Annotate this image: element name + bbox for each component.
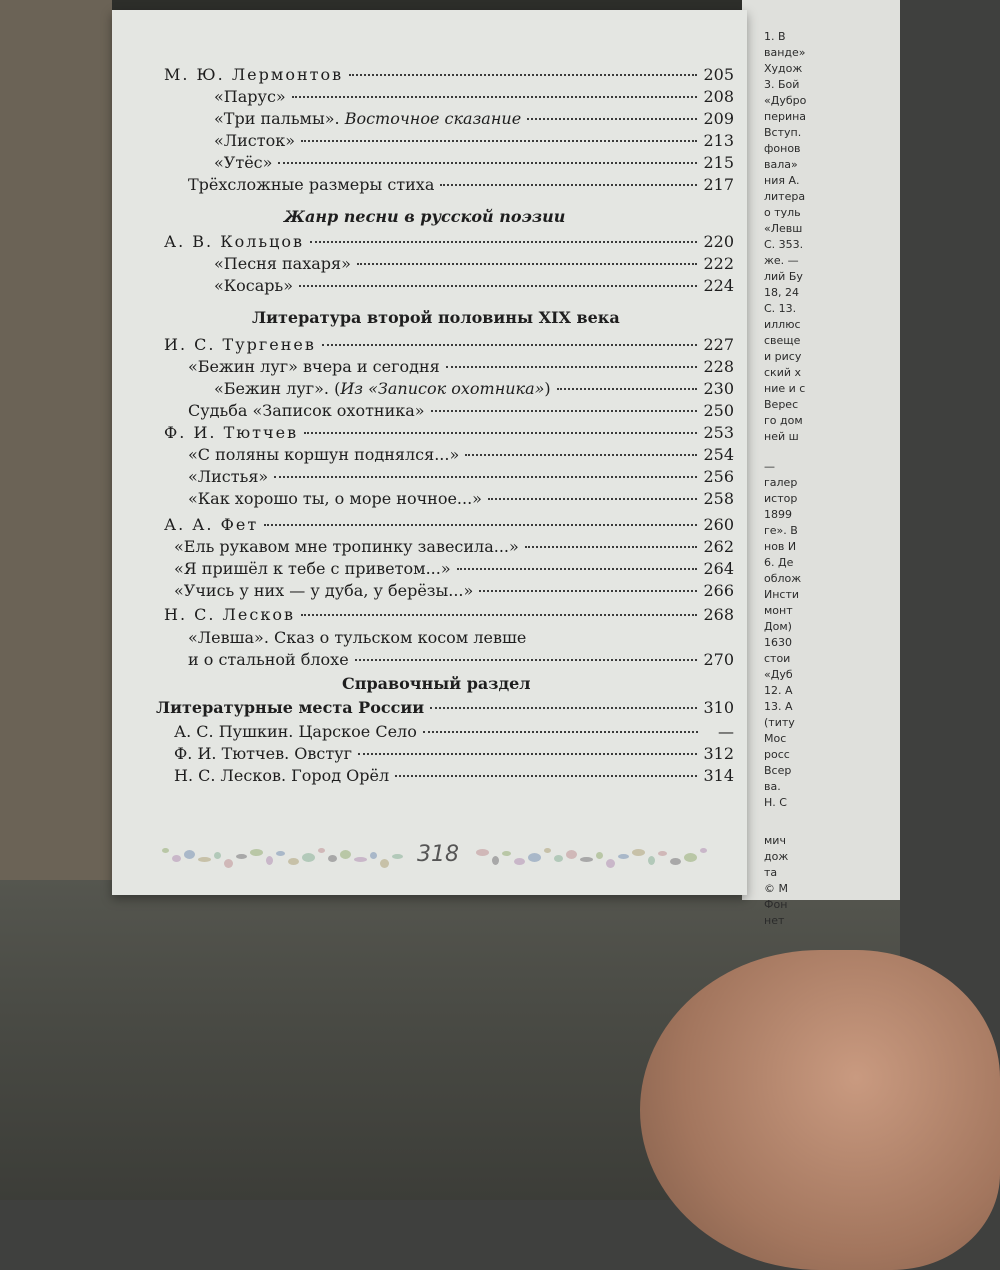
right-page-snippet: С. 13.: [764, 302, 797, 315]
toc-page: 256: [703, 467, 734, 486]
toc-title: «Косарь»: [214, 276, 294, 295]
toc-entry-leskov-orel[interactable]: [174, 766, 734, 786]
toc-page: 268: [703, 605, 734, 624]
toc-entry-s-polyany[interactable]: [188, 445, 734, 465]
leader-dots: [264, 524, 697, 526]
toc-title: «Как хорошо ты, о море ночное...»: [188, 489, 482, 508]
pebble-ornament: [224, 859, 233, 868]
pebble-ornament: [544, 848, 551, 853]
right-page-snippet: свеще: [764, 334, 801, 347]
pebble-ornament: [684, 853, 697, 862]
toc-entry-bezhin-lug-vchera[interactable]: [188, 357, 734, 377]
toc-title: Н. С. Лесков. Город Орёл: [174, 766, 390, 785]
pebble-ornament: [476, 849, 489, 856]
right-page-snippet: и рису: [764, 350, 802, 363]
toc-page: 262: [703, 537, 734, 556]
leader-dots: [349, 74, 697, 76]
right-page-snippet: 3. Бой: [764, 78, 800, 91]
toc-entry-pushkin[interactable]: [174, 722, 734, 742]
toc-entry-utes[interactable]: [214, 153, 734, 173]
toc-entry-koltsov[interactable]: [164, 232, 734, 252]
toc-page: 253: [703, 423, 734, 442]
right-page-snippet: фонов: [764, 142, 801, 155]
right-page-snippet: та: [764, 866, 778, 879]
right-page-snippet: иллюс: [764, 318, 801, 331]
toc-title: «Учись у них — у дуба, у берёзы...»: [174, 581, 474, 600]
leader-dots: [322, 344, 698, 346]
toc-title: А. С. Пушкин. Царское Село: [174, 722, 417, 741]
leader-dots: [292, 96, 698, 98]
right-page-snippet: Инсти: [764, 588, 800, 601]
pebble-ornament: [236, 854, 247, 859]
toc-page: 266: [703, 581, 734, 600]
toc-title-main: «Три пальмы».: [214, 109, 340, 128]
pebble-ornament: [162, 848, 169, 853]
toc-entry-fet[interactable]: [164, 515, 734, 535]
right-page-snippet: вала»: [764, 158, 798, 171]
right-page-snippet: «Дуб: [764, 668, 793, 681]
right-page-snippet: перина: [764, 110, 807, 123]
right-page-snippet: монт: [764, 604, 793, 617]
right-page-snippet: Мос: [764, 732, 787, 745]
pebble-ornament: [302, 853, 315, 862]
right-page-snippet: истор: [764, 492, 798, 505]
toc-entry-kosar[interactable]: [214, 276, 734, 296]
right-page-snippet: нов И: [764, 540, 797, 553]
toc-title: «Листок»: [214, 131, 296, 150]
toc-title: «Парус»: [214, 87, 286, 106]
leader-dots: [488, 498, 697, 500]
leader-dots: [274, 476, 697, 478]
leader-dots: [440, 184, 697, 186]
toc-entry-tri-palmy[interactable]: [214, 109, 734, 129]
right-page-snippet: Всер: [764, 764, 792, 777]
toc-author: М. Ю. Лермонтов: [164, 65, 344, 84]
leader-dots: [299, 285, 697, 287]
right-page-snippet: лий Бу: [764, 270, 803, 283]
section-heading-spravochny: Справочный раздел: [342, 674, 531, 693]
right-page-snippet: нет: [764, 914, 785, 927]
leader-dots: [423, 731, 698, 733]
leader-dots: [525, 546, 698, 548]
toc-title-main: «Бежин луг».: [214, 379, 329, 398]
right-page-snippet: Верес: [764, 398, 799, 411]
toc-title: [214, 109, 521, 129]
right-page-snippet: мич: [764, 834, 786, 847]
leader-dots: [465, 454, 697, 456]
page-footer: [162, 840, 712, 870]
toc-title: Ф. И. Тютчев. Овстуг: [174, 744, 352, 763]
toc-page: 215: [703, 153, 734, 172]
toc-page: 217: [703, 175, 734, 194]
right-page-snippet: С. 353.: [764, 238, 804, 251]
toc-page: 222: [703, 254, 734, 273]
right-page-snippet: (титу: [764, 716, 795, 729]
right-page-snippet: 12. А: [764, 684, 793, 697]
toc-page: 254: [703, 445, 734, 464]
toc-entry-lit-mesta[interactable]: [156, 698, 734, 718]
toc-page: 205: [703, 65, 734, 84]
right-page-snippet: ва.: [764, 780, 781, 793]
pebble-ornament: [318, 848, 325, 853]
pebble-ornament: [340, 850, 351, 859]
leader-dots: [446, 366, 698, 368]
pebble-ornament: [700, 848, 707, 853]
leader-dots: [278, 162, 697, 164]
toc-entry-ya-prishel[interactable]: [174, 559, 734, 579]
leader-dots: [304, 432, 697, 434]
right-page-snippet: 18, 24: [764, 286, 799, 299]
toc-page: 310: [703, 698, 734, 717]
right-page-snippet: Н. С: [764, 796, 787, 809]
toc-entry-sudba[interactable]: [188, 401, 734, 421]
right-page-snippet: Худож: [764, 62, 803, 75]
toc-author: Н. С. Лесков: [164, 605, 295, 624]
pebble-ornament: [276, 851, 285, 856]
toc-entry-pesnya-pakharya[interactable]: [214, 254, 734, 274]
right-page-snippet: дож: [764, 850, 789, 863]
right-page-snippet: Фон: [764, 898, 788, 911]
pebble-ornament: [354, 857, 367, 862]
toc-entry-kak-khorosho[interactable]: [188, 489, 734, 509]
pebble-ornament: [214, 852, 221, 859]
toc-page: 220: [703, 232, 734, 251]
right-page-snippet: «Левш: [764, 222, 803, 235]
leader-dots: [310, 241, 697, 243]
leader-dots: [527, 118, 697, 120]
toc-page: 213: [703, 131, 734, 150]
leader-dots: [557, 388, 698, 390]
toc-entry-tyutchev-ovstug[interactable]: [174, 744, 734, 764]
toc-title: Трёхсложные размеры стиха: [188, 175, 435, 194]
toc-title-main: «Левша».: [188, 628, 269, 647]
toc-entry-uchis[interactable]: [174, 581, 734, 601]
toc-page: 230: [703, 379, 734, 398]
pebble-ornament: [596, 852, 603, 859]
toc-page: 209: [703, 109, 734, 128]
toc-author: А. В. Кольцов: [164, 232, 305, 251]
right-page-snippet: ге». В: [764, 524, 798, 537]
leader-dots: [357, 263, 698, 265]
right-page-snippet: 1630: [764, 636, 792, 649]
right-page-snippet: «Дубро: [764, 94, 807, 107]
pebble-ornament: [198, 857, 211, 862]
right-page-snippet: ния А.: [764, 174, 800, 187]
right-page-snippet: галер: [764, 476, 798, 489]
right-page-snippet: го дом: [764, 414, 803, 427]
pebble-ornament: [658, 851, 667, 856]
toc-title: «Ель рукавом мне тропинку завесила...»: [174, 537, 519, 556]
pebble-ornament: [184, 850, 195, 859]
toc-title: «Я пришёл к тебе с приветом...»: [174, 559, 451, 578]
toc-entry-leskov[interactable]: [164, 605, 734, 625]
toc-subtitle: Из «Записок охотника»: [340, 379, 545, 398]
toc-page: 224: [703, 276, 734, 295]
toc-entry-listya[interactable]: [188, 467, 734, 487]
right-page-snippet: о туль: [764, 206, 801, 219]
pebble-ornament: [328, 855, 337, 862]
pebble-ornament: [380, 859, 389, 868]
background-left: [0, 0, 112, 900]
toc-page: 228: [703, 357, 734, 376]
paren-open: (: [334, 379, 341, 398]
toc-entry-tyutchev[interactable]: [164, 423, 734, 443]
toc-entry-turgenev[interactable]: [164, 335, 734, 355]
toc-title: «С поляны коршун поднялся...»: [188, 445, 460, 464]
section-heading-zhanr: Жанр песни в русской поэзии: [284, 207, 566, 226]
right-page-snippet: © М: [764, 882, 788, 895]
right-page-snippet: стои: [764, 652, 791, 665]
toc-title: Судьба «Записок охотника»: [188, 401, 425, 420]
hand: [640, 950, 1000, 1270]
right-page-snippet: ние и с: [764, 382, 806, 395]
right-page-snippet: Вступ.: [764, 126, 802, 139]
leader-dots: [358, 753, 697, 755]
toc-entry-levsha-line1[interactable]: [188, 628, 526, 647]
toc-entry-trekhslozhnye[interactable]: [188, 175, 734, 195]
pebble-ornament: [670, 858, 681, 865]
pebble-ornament: [266, 856, 273, 865]
toc-page: 227: [703, 335, 734, 354]
right-page-snippet: 1899: [764, 508, 792, 521]
page-number: 318: [417, 842, 459, 867]
toc-subtitle: Восточное сказание: [344, 109, 522, 128]
toc-title: и о стальной блохе: [188, 650, 349, 669]
toc-entry-lermontov[interactable]: [164, 65, 734, 85]
toc-title: «Бежин луг» вчера и сегодня: [188, 357, 440, 376]
toc-author: И. С. Тургенев: [164, 335, 316, 354]
pebble-ornament: [514, 858, 525, 865]
toc-entry-bezhin-lug[interactable]: [214, 379, 734, 399]
toc-title: «Листья»: [188, 467, 269, 486]
pebble-ornament: [250, 849, 263, 856]
pebble-ornament: [492, 856, 499, 865]
pebble-ornament: [618, 854, 629, 859]
leader-dots: [301, 614, 697, 616]
toc-entry-levsha-line2[interactable]: [188, 650, 734, 670]
toc-page: 314: [703, 766, 734, 785]
pebble-ornament: [580, 857, 593, 862]
toc-entry-listok[interactable]: [214, 131, 734, 151]
toc-page: 270: [703, 650, 734, 669]
pebble-ornament: [648, 856, 655, 865]
leader-dots: [479, 590, 697, 592]
right-page-snippet: же. —: [764, 254, 799, 267]
right-page-snippet: 13. А: [764, 700, 793, 713]
pebble-ornament: [392, 854, 403, 859]
right-page-snippet: росс: [764, 748, 790, 761]
pebble-ornament: [632, 849, 645, 856]
right-page-snippet: —: [764, 460, 775, 473]
toc-entry-el-rukavom[interactable]: [174, 537, 734, 557]
right-page-snippet: облож: [764, 572, 802, 585]
toc-page: 260: [703, 515, 734, 534]
right-page-snippet: 1. В: [764, 30, 786, 43]
toc-title: Литературные места России: [156, 698, 425, 717]
right-page-snippet: 6. Де: [764, 556, 794, 569]
pebble-ornament: [370, 852, 377, 859]
pebble-ornament: [566, 850, 577, 859]
pebble-ornament: [528, 853, 541, 862]
toc-entry-parus[interactable]: [214, 87, 734, 107]
toc-page: —: [718, 722, 734, 741]
leader-dots: [355, 659, 698, 661]
leader-dots: [457, 568, 698, 570]
right-page-snippet: Дом): [764, 620, 792, 633]
toc-page: 258: [703, 489, 734, 508]
toc-page: 208: [703, 87, 734, 106]
toc-page: 250: [703, 401, 734, 420]
pebble-ornament: [502, 851, 511, 856]
right-page-snippet: ней ш: [764, 430, 799, 443]
toc-author: А. А. Фет: [164, 515, 259, 534]
section-heading-literatura: Литература второй половины XIX века: [252, 308, 620, 327]
toc-title-rest: Сказ о тульском косом левше: [274, 628, 527, 647]
toc-title: [214, 379, 551, 399]
right-page: [742, 0, 900, 927]
toc-title: «Песня пахаря»: [214, 254, 351, 273]
leader-dots: [430, 707, 697, 709]
right-page-snippet: литера: [764, 190, 806, 203]
right-page-snippet: ский х: [764, 366, 801, 379]
book-page: [112, 10, 747, 895]
leader-dots: [431, 410, 698, 412]
pebble-ornament: [172, 855, 181, 862]
leader-dots: [395, 775, 697, 777]
paren-close: ): [544, 379, 551, 398]
toc-author: Ф. И. Тютчев: [164, 423, 299, 442]
toc-title: «Утёс»: [214, 153, 273, 172]
leader-dots: [301, 140, 697, 142]
pebble-ornament: [288, 858, 299, 865]
toc-page: 312: [703, 744, 734, 763]
right-page-snippet: ванде»: [764, 46, 806, 59]
toc-page: 264: [703, 559, 734, 578]
pebble-ornament: [606, 859, 615, 868]
pebble-ornament: [554, 855, 563, 862]
